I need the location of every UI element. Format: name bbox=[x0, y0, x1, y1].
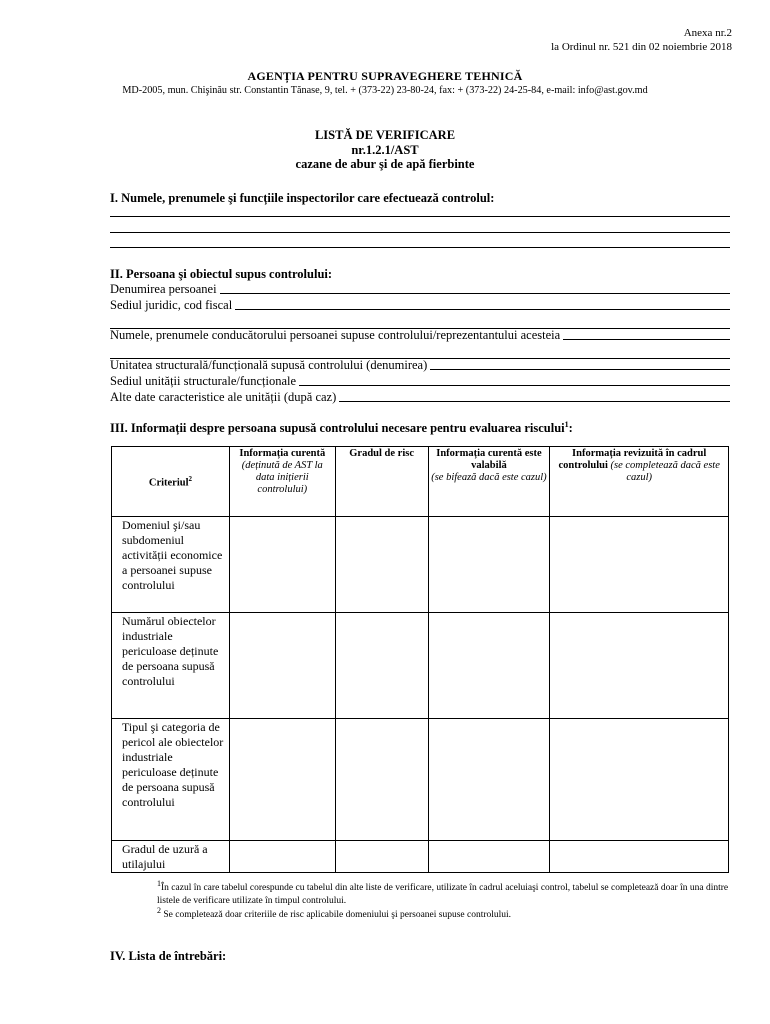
field-label: Sediul unității structurale/funcționale bbox=[110, 374, 297, 388]
field-label: Numele, prenumele conducătorului persoanei supuse controlului/reprezentantului acesteia bbox=[110, 328, 561, 342]
footnote-ref-2: 2 bbox=[188, 475, 193, 484]
table-row bbox=[112, 613, 729, 719]
heading-colon: : bbox=[568, 421, 573, 436]
risk-level-cell[interactable] bbox=[335, 517, 428, 613]
fill-line bbox=[339, 401, 730, 402]
fill-line bbox=[299, 385, 730, 386]
title-line-3: cazane de abur şi de apă fierbinte bbox=[295, 157, 475, 171]
footnote-ref-1: 1 bbox=[564, 420, 569, 429]
field-unit-address[interactable] bbox=[110, 373, 730, 389]
table-row bbox=[112, 841, 729, 873]
header-label: Gradul de risc bbox=[349, 448, 414, 459]
current-info-cell[interactable] bbox=[229, 841, 335, 873]
risk-info-table bbox=[111, 446, 729, 873]
revised-info-cell[interactable] bbox=[550, 841, 729, 873]
field-label: Unitatea structurală/funcțională supusă controlului (denumirea) bbox=[110, 358, 428, 372]
document-title bbox=[0, 128, 770, 172]
criterion-cell: Domeniul şi/sau subdomeniul activității economice a persoanei supuse controlului bbox=[112, 517, 230, 613]
revised-info-cell[interactable] bbox=[550, 517, 729, 613]
section-2-heading: II. Persoana şi obiectul supus controlului: bbox=[110, 267, 333, 281]
current-info-cell[interactable] bbox=[229, 613, 335, 719]
field-other-data[interactable] bbox=[110, 389, 730, 405]
risk-level-cell[interactable] bbox=[335, 719, 428, 841]
field-label: Denumirea persoanei bbox=[110, 282, 217, 296]
current-info-cell[interactable] bbox=[229, 517, 335, 613]
inspector-line-2[interactable] bbox=[110, 232, 730, 233]
header-criterion bbox=[112, 447, 230, 517]
valid-check-cell[interactable] bbox=[428, 613, 550, 719]
section-1-heading: I. Numele, prenumele şi funcțiile inspectorilor care efectuează controlul: bbox=[110, 191, 495, 205]
title-line-2: nr.1.2.1/AST bbox=[351, 142, 419, 157]
fill-line bbox=[563, 339, 730, 340]
header-info-valid bbox=[428, 447, 550, 517]
section-4-heading: IV. Lista de întrebări: bbox=[110, 949, 227, 963]
current-info-cell[interactable] bbox=[229, 719, 335, 841]
header-revised-info bbox=[550, 447, 729, 517]
header-label: Informația curentă este valabilă bbox=[436, 448, 542, 471]
field-structural-unit[interactable] bbox=[110, 357, 730, 373]
header-note: (deținută de AST la data inițierii controlului) bbox=[241, 460, 323, 495]
valid-check-cell[interactable] bbox=[428, 719, 550, 841]
field-person-name[interactable] bbox=[110, 281, 730, 297]
inspector-line-1[interactable] bbox=[110, 216, 730, 217]
section-3-heading-text: III. Informații despre persoana supusă controlului necesare pentru evaluarea riscului bbox=[110, 421, 565, 436]
inspector-line-3[interactable] bbox=[110, 247, 730, 248]
footnote-text: În cazul în care tabelul corespunde cu tabelul din alte liste de verificare, utilizate în cadrul aceluiaşi control, tabelul se completează doar în una dintre listele de verificare utilizate în timpul controlului. bbox=[157, 883, 729, 907]
field-label: Alte date caracteristice ale unității (după caz) bbox=[110, 390, 337, 404]
risk-level-cell[interactable] bbox=[335, 841, 428, 873]
table-row bbox=[112, 517, 729, 613]
section-3-heading bbox=[110, 420, 573, 436]
field-manager-name[interactable] bbox=[110, 327, 730, 343]
agency-address: MD-2005, mun. Chişinău str. Constantin Tănase, 9, tel. + (373-22) 23-80-24, fax: + (373-22) 24-25-84, e-mail: info@ast.gov.md bbox=[122, 85, 648, 96]
valid-check-cell[interactable] bbox=[428, 841, 550, 873]
footnote-2 bbox=[157, 904, 737, 922]
header-label: Informația revizuită în cadrul controlului bbox=[558, 448, 707, 471]
annex-number: Anexa nr.2 bbox=[683, 27, 732, 39]
table-row bbox=[112, 719, 729, 841]
header-current-info bbox=[229, 447, 335, 517]
risk-level-cell[interactable] bbox=[335, 613, 428, 719]
fill-line bbox=[235, 309, 730, 310]
header-risk-level bbox=[335, 447, 428, 517]
revised-info-cell[interactable] bbox=[550, 719, 729, 841]
header-criterion-label: Criteriul bbox=[148, 477, 189, 489]
header-note: (se bifează dacă este cazul) bbox=[431, 472, 547, 483]
fill-line bbox=[220, 293, 730, 294]
criterion-cell: Tipul şi categoria de pericol ale obiectelor industriale periculoase deținute de persoana supusă controlului bbox=[112, 719, 230, 841]
agency-name: AGENȚIA PENTRU SUPRAVEGHERE TEHNICĂ bbox=[247, 69, 523, 83]
title-line-1: LISTĂ DE VERIFICARE bbox=[314, 128, 456, 142]
header-note: (se completează dacă este cazul) bbox=[610, 460, 720, 483]
criterion-cell: Numărul obiectelor industriale periculoase deținute de persoana supusă controlului bbox=[112, 613, 230, 719]
footnote-number: 1 bbox=[157, 879, 161, 888]
header-label: Informația curentă bbox=[239, 448, 326, 459]
footnote-number: 2 bbox=[157, 906, 161, 915]
revised-info-cell[interactable] bbox=[550, 613, 729, 719]
field-legal-address[interactable] bbox=[110, 297, 730, 313]
valid-check-cell[interactable] bbox=[428, 517, 550, 613]
annex-order: la Ordinul nr. 521 din 02 noiembrie 2018 bbox=[551, 41, 732, 53]
criterion-cell: Gradul de uzură a utilajului bbox=[112, 841, 230, 873]
fill-line bbox=[430, 369, 730, 370]
footnote-text: Se completează doar criteriile de risc aplicabile domeniului şi persoanei supuse controlului. bbox=[163, 910, 512, 921]
field-label: Sediul juridic, cod fiscal bbox=[110, 298, 233, 312]
annex-reference bbox=[551, 26, 732, 54]
